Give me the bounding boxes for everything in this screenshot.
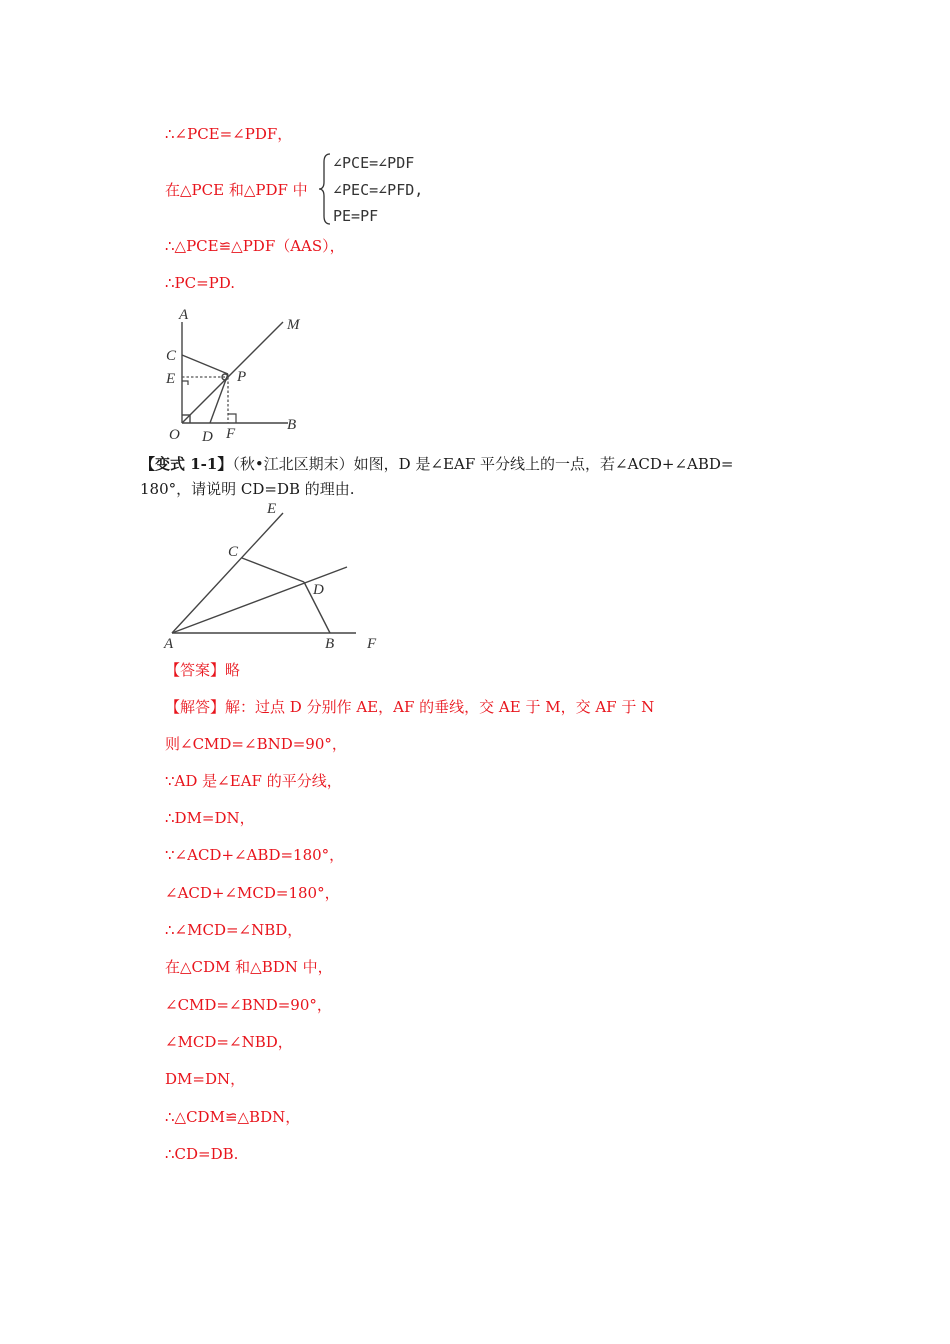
answer-line: [165, 660, 240, 680]
system-eq-1: ∠PCE=∠PDF: [333, 154, 415, 172]
left-brace: [318, 152, 332, 226]
fig1-label-F: F: [226, 426, 236, 442]
proof-line-3: ∴△PCE≌△PDF（AAS），: [165, 237, 345, 255]
answer-text: 略: [225, 661, 241, 679]
proof-line-1: ∴∠PCE=∠PDF，: [165, 125, 293, 143]
proof-line-4: ∴PC=PD.: [165, 274, 236, 292]
fig1-label-O: O: [169, 427, 180, 443]
problem-line-2: 180°，请说明 CD=DB 的理由.: [140, 480, 355, 498]
solution-step: ∴CD=DB.: [165, 1145, 239, 1163]
problem-text-1: （秋•江北区期末）如图，D 是∠EAF 平分线上的一点，若∠ACD+∠ABD=: [232, 455, 734, 473]
fig1-label-M: M: [287, 317, 300, 333]
system-eq-2: ∠PEC=∠PFD,: [333, 181, 424, 199]
fig1-label-E: E: [166, 371, 176, 387]
fig2-label-C: C: [228, 544, 239, 560]
system-eq-3: PE=PF: [333, 207, 379, 225]
proof-line-2: 在△PCE 和△PDF 中: [165, 181, 308, 199]
solution-step: DM=DN，: [165, 1070, 246, 1088]
fig2-label-E: E: [267, 501, 277, 517]
solution-step: ∠ACD+∠MCD=180°，: [165, 884, 340, 902]
fig2-label-F: F: [367, 636, 377, 652]
solution-intro-line: [165, 697, 654, 717]
problem-tag: 【变式 1-1】: [140, 455, 233, 473]
fig2-label-A: A: [164, 636, 174, 652]
answer-tag: 【答案】: [165, 661, 226, 679]
solution-tag: 【解答】: [165, 698, 226, 716]
fig1-label-A: A: [179, 307, 189, 323]
solution-step: ∴DM=DN，: [165, 809, 255, 827]
fig2-label-D: D: [313, 582, 324, 598]
solution-step: ∠CMD=∠BND=90°，: [165, 996, 332, 1014]
solution-step: ∴∠MCD=∠NBD，: [165, 921, 303, 939]
solution-step: ∵AD 是∠EAF 的平分线，: [165, 772, 342, 790]
solution-step: ∴△CDM≌△BDN，: [165, 1108, 301, 1126]
solution-step: 则∠CMD=∠BND=90°，: [165, 735, 347, 753]
fig1-label-P: P: [237, 369, 247, 385]
fig2-label-B: B: [325, 636, 335, 652]
solution-intro: 解：过点 D 分别作 AE，AF 的垂线，交 AE 于 M，交 AF 于 N: [225, 698, 655, 716]
solution-step: ∵∠ACD+∠ABD=180°，: [165, 846, 345, 864]
problem-line-1: [140, 453, 734, 475]
solution-step: ∠MCD=∠NBD，: [165, 1033, 293, 1051]
solution-step: 在△CDM 和△BDN 中，: [165, 958, 333, 976]
fig1-label-C: C: [166, 348, 177, 364]
fig1-label-B: B: [287, 417, 297, 433]
fig1-label-D: D: [202, 429, 213, 445]
